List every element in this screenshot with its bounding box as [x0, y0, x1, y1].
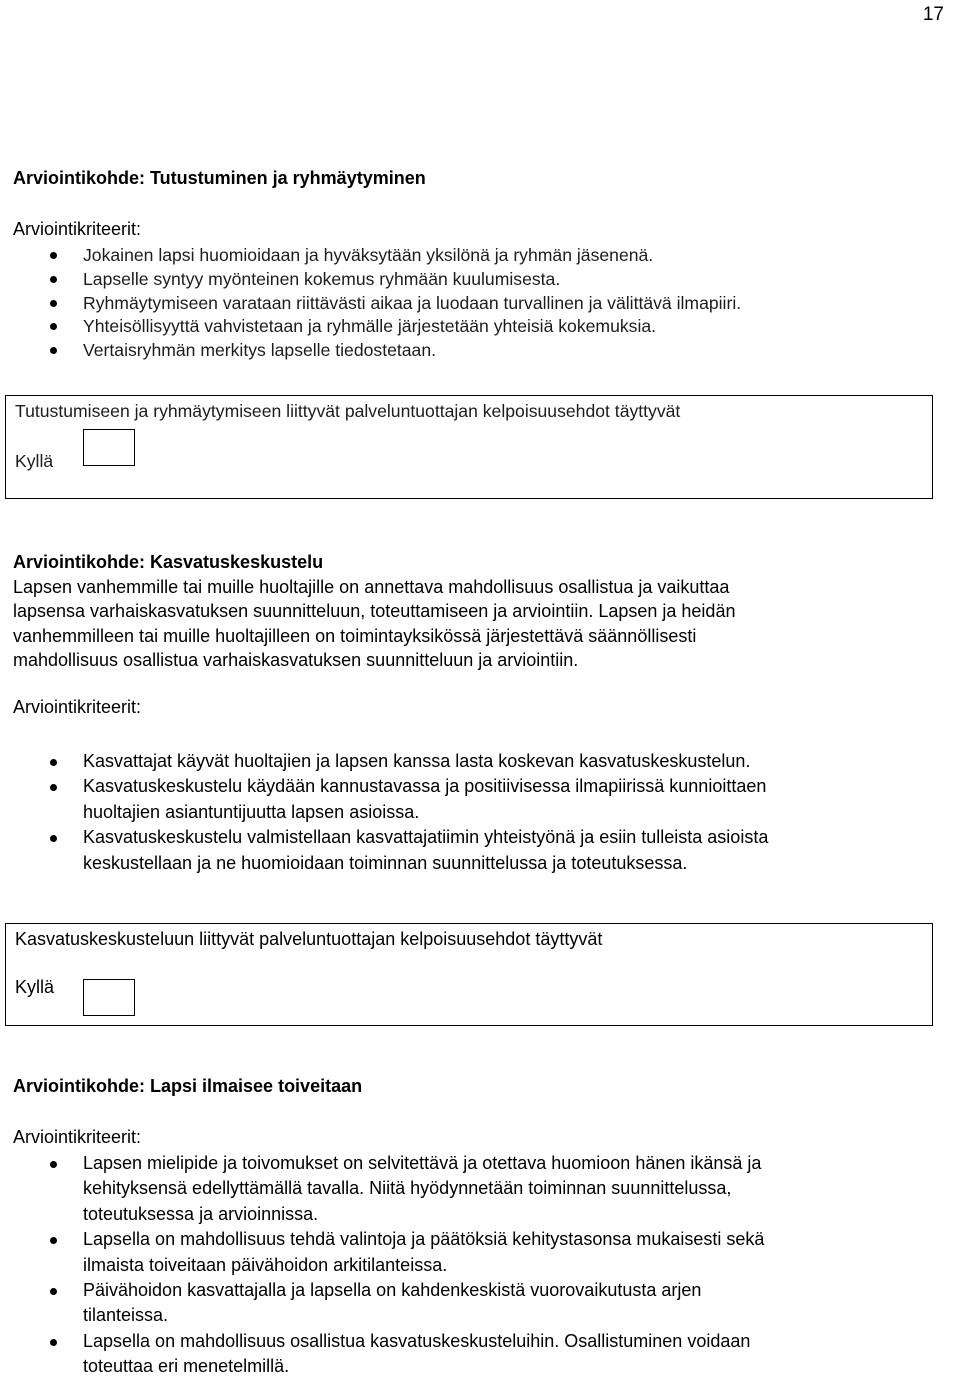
- list-item-line: toteutuksessa ja arvioinnissa.: [83, 1203, 319, 1224]
- list-item-line: kehityksensä edellyttämällä tavalla. Niitä hyödynnetään toiminnan suunnittelussa,: [83, 1178, 732, 1199]
- yes-label: Kyllä: [15, 451, 54, 471]
- yes-label: Kyllä: [15, 977, 55, 997]
- eligibility-box-kasvatuskeskustelu: [5, 923, 933, 1026]
- list-item-line: keskustellaan ja ne huomioidaan toiminnan suunnittelussa ja toteutuksessa.: [83, 852, 688, 873]
- paragraph-line: vanhemmilleen tai muille huoltajilleen on toimintayksikössä järjestettävä säännöllisesti: [13, 625, 697, 646]
- eligibility-box-tutustuminen: [5, 395, 933, 499]
- yes-checkbox[interactable]: [83, 979, 135, 1016]
- section-heading-kasvatuskeskustelu: Arviointikohde: Kasvatuskeskustelu: [13, 552, 324, 572]
- list-item-line: ilmaista toiveitaan päivähoidon arkitilanteissa.: [83, 1254, 448, 1275]
- list-item: Yhteisöllisyyttä vahvistetaan ja ryhmälle järjestetään yhteisiä kokemuksia.: [13, 315, 913, 339]
- list-item: [13, 1151, 913, 1227]
- list-item-line: Kasvatuskeskustelu käydään kannustavassa ja positiivisessa ilmapiirissä kunnioittaen: [83, 776, 767, 797]
- list-item: [13, 1278, 913, 1329]
- list-item-line: toteuttaa eri menetelmillä.: [83, 1356, 290, 1377]
- list-item: [13, 825, 913, 876]
- section-description: [13, 575, 923, 673]
- eligibility-statement: Kasvatuskeskusteluun liittyvät palveluntuottajan kelpoisuusehdot täyttyvät: [15, 929, 603, 949]
- criteria-label: Arviointikriteerit:: [13, 697, 142, 717]
- paragraph-line: lapsensa varhaiskasvatuksen suunnitteluun, toteuttamiseen ja arviointiin. Lapsen ja heidän: [13, 601, 736, 622]
- list-item-line: Kasvatuskeskustelu valmistellaan kasvattajatiimin yhteistyönä ja esiin tulleista asioista: [83, 827, 769, 848]
- page-number: 17: [922, 4, 944, 25]
- criteria-label: Arviointikriteerit:: [13, 1127, 142, 1147]
- list-item: [13, 1329, 913, 1380]
- paragraph-line: Lapsen vanhemmille tai muille huoltajille on annettava mahdollisuus osallistua ja vaikuttaa: [13, 577, 730, 597]
- criteria-label: Arviointikriteerit:: [13, 219, 142, 239]
- paragraph-line: mahdollisuus osallistua varhaiskasvatuksen suunnitteluun ja arviointiin.: [13, 650, 579, 671]
- criteria-list-tutustuminen: [13, 244, 913, 363]
- list-item: Lapselle syntyy myönteinen kokemus ryhmään kuulumisesta.: [13, 268, 913, 292]
- criteria-list-toiveet: [13, 1151, 913, 1380]
- list-item-line: Kasvattajat käyvät huoltajien ja lapsen kanssa lasta koskevan kasvatuskeskustelun.: [83, 751, 751, 771]
- list-item: Vertaisryhmän merkitys lapselle tiedostetaan.: [13, 339, 913, 363]
- list-item-line: Päivähoidon kasvattajalla ja lapsella on kahdenkeskistä vuorovaikutusta arjen: [83, 1280, 702, 1301]
- list-item-line: Lapsen mielipide ja toivomukset on selvitettävä ja otettava huomioon hänen ikänsä ja: [83, 1153, 762, 1173]
- list-item: Jokainen lapsi huomioidaan ja hyväksytään yksilönä ja ryhmän jäsenenä.: [13, 244, 913, 268]
- list-item-line: huoltajien asiantuntijuutta lapsen asioissa.: [83, 801, 420, 822]
- list-item-line: Lapsella on mahdollisuus tehdä valintoja ja päätöksiä kehitystasonsa mukaisesti sekä: [83, 1229, 765, 1250]
- list-item: [13, 749, 913, 774]
- list-item: Ryhmäytymiseen varataan riittävästi aikaa ja luodaan turvallinen ja välittävä ilmapiiri.: [13, 292, 913, 316]
- section-heading-tutustuminen: Arviointikohde: Tutustuminen ja ryhmäytyminen: [13, 168, 426, 188]
- list-item-line: Lapsella on mahdollisuus osallistua kasvatuskeskusteluihin. Osallistuminen voidaan: [83, 1330, 751, 1351]
- list-item: [13, 774, 913, 825]
- criteria-list-kasvatuskeskustelu: [13, 749, 913, 876]
- section-heading-toiveet: Arviointikohde: Lapsi ilmaisee toiveitaan: [13, 1076, 363, 1096]
- eligibility-statement: Tutustumiseen ja ryhmäytymiseen liittyvät palveluntuottajan kelpoisuusehdot täyttyvät: [15, 401, 681, 421]
- list-item-line: tilanteissa.: [83, 1305, 169, 1326]
- list-item: [13, 1227, 913, 1278]
- yes-checkbox[interactable]: [83, 429, 135, 466]
